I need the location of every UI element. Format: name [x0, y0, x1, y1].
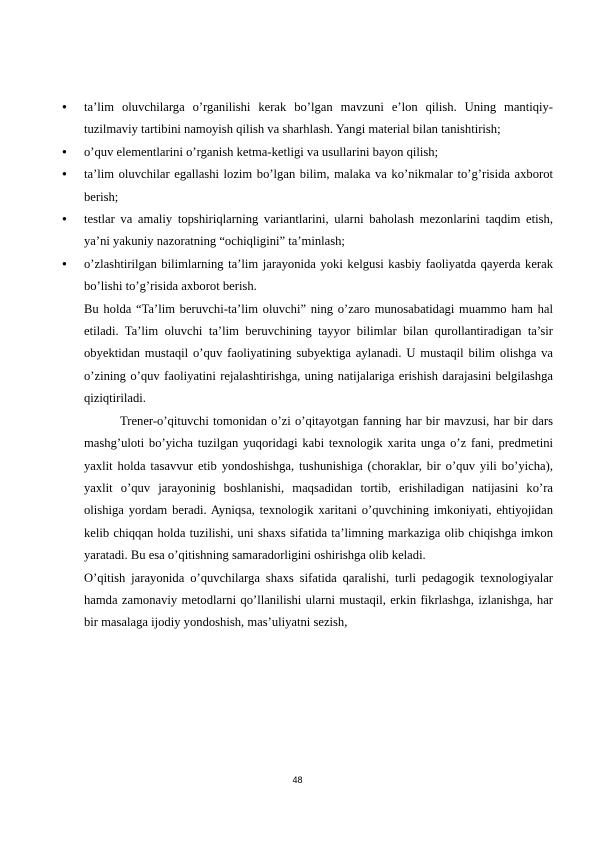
bullet-icon: ● [62, 214, 67, 224]
bullet-icon: ● [62, 146, 67, 156]
page-content [62, 96, 553, 634]
bullet-item [62, 163, 553, 208]
bullet-icon: ● [62, 169, 67, 179]
body-paragraph: Bu holda “Ta’lim beruvchi-ta’lim oluvchi” ning o’zaro munosabatidagi muammo ham hal etiladi. Ta’lim oluvchi ta’lim beruvchining tayyor bilimlar bilan qurollantiradigan ta’sir obyektidan mustaqil o’quv faoliyatining subyektiga aylanadi. U mustaqil bilim olishga va o’zining o’quv faoliyatini rejalashtirishga, uning natijalariga erishish darajasini belgilashga qiziqtiriladi. [84, 301, 553, 406]
body-paragraph-indented: Trener-o’qituvchi tomonidan o’zi o’qitayotgan fanning har bir mavzusi, har bir dars mashg’uloti bo’yicha tuzilgan yuqoridagi kabi texnologik xarita unga o’z fani, predmetini yaxlit holda tasavvur etib yondoshishga, tushunishiga (choraklar, bir o’quv yili bo’yicha), yaxlit o’quv jarayoninig boshlanishi, maqsadidan tortib, erishiladigan natijasini ko’ra olishiga yordam beradi. Ayniqsa, texnologik xaritani o’quvchining imkoniyati, ehtiyojidan kelib chiqqan holda tuzilishi, uni shaxs sifatida ta’limning markaziga olib chiqishga imkon yaratadi. Bu esa o’qitishning samaradorligini oshirishga olib keladi. [84, 413, 553, 563]
bullet-item [62, 253, 553, 298]
bullet-text: ta’lim oluvchilarga o’rganilishi kerak bo’lgan mavzuni e’lon qilish. Uning mantiqiy-tuzilmaviy tartibini namoyish qilish va sharhlash. Yangi material bilan tanishtirish; [84, 100, 553, 137]
page-number: 48 [292, 775, 303, 785]
bullet-item [62, 141, 553, 163]
bullet-list [62, 96, 553, 298]
bullet-text: o’zlashtirilgan bilimlarning ta’lim jarayonida yoki kelgusi kasbiy faoliyatda qayerda kerak bo’lishi to’g’risida axborot berish. [84, 256, 553, 294]
body-paragraph: O’qitish jarayonida o’quvchilarga shaxs sifatida qaralishi, turli pedagogik texnologiyalar hamda zamonaviy metodlarni qo’llanilishi ularni mustaqil, erkin fikrlashga, izlanishga, har bir masalaga ijodiy yondoshish, mas’uliyatni sezish, [84, 570, 553, 630]
bullet-item [62, 208, 553, 253]
bullet-text: ta’lim oluvchilar egallashi lozim bo’lgan bilim, malaka va ko’nikmalar to’g’risida axborot berish; [84, 167, 553, 204]
bullet-text: testlar va amaliy topshiriqlarning variantlarini, ularni baholash mezonlarini taqdim etish, ya’ni yakuniy nazoratning “ochiqligini” ta’minlash; [84, 212, 553, 249]
bullet-icon: ● [62, 258, 67, 268]
bullet-text: o’quv elementlarini o’rganish ketma-ketligi va usullarini bayon qilish; [84, 144, 439, 159]
bullet-item [62, 96, 553, 141]
bullet-icon: ● [62, 102, 67, 111]
